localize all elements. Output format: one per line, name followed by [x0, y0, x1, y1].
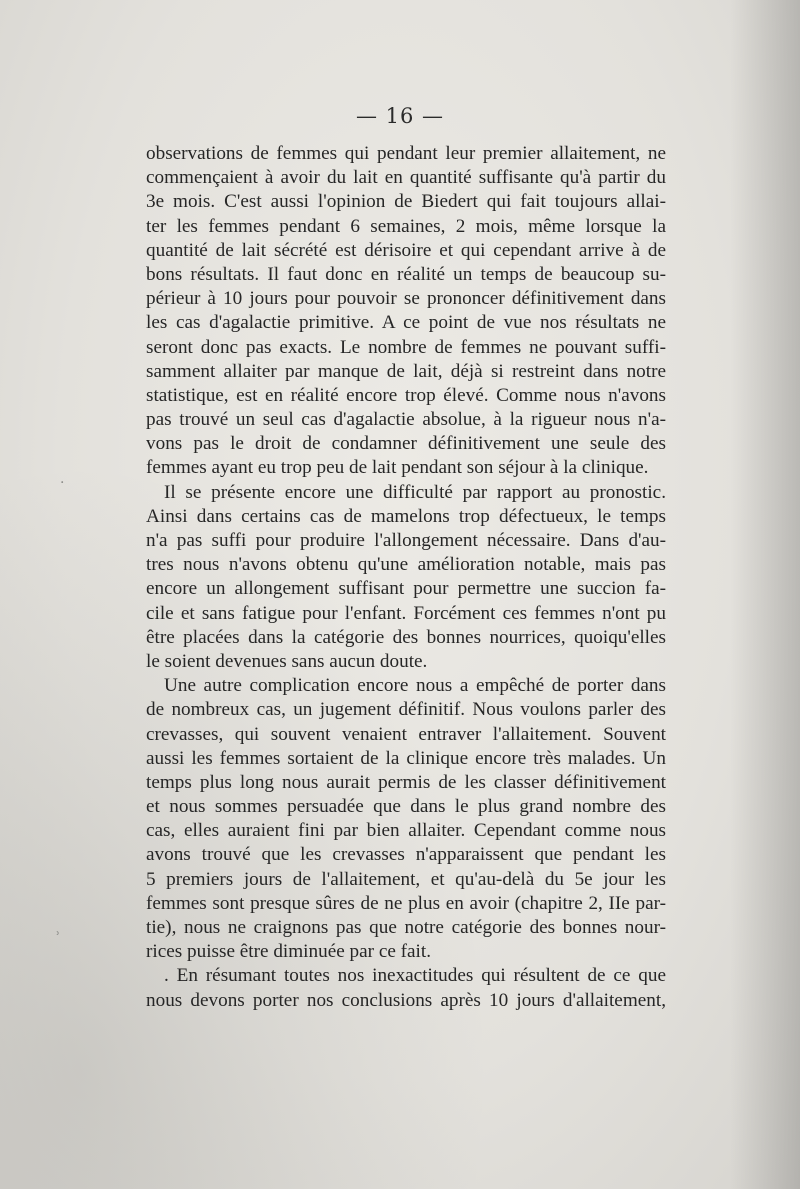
- text-line: et nous sommes persuadée que dans le plus grand nombre des: [146, 796, 666, 818]
- text-line: commençaient à avoir du lait en quantité suffisante qu'à partir du: [146, 167, 666, 189]
- text-line: cile et sans fatigue pour l'enfant. Forcément ces femmes n'ont pu: [146, 602, 666, 624]
- text-line: le soient devenues sans aucun doute.: [146, 650, 428, 672]
- margin-speck: ʾ: [56, 930, 61, 946]
- text-line: rices puisse être diminuée par ce fait.: [146, 941, 432, 963]
- text-line: cas, elles auraient fini par bien allaiter. Cependant comme nous: [146, 820, 666, 842]
- text-line: observations de femmes qui pendant leur premier allaitement, ne: [146, 143, 666, 164]
- text-line: femmes ayant eu trop peu de lait pendant son séjour à la clinique.: [146, 457, 649, 479]
- text-line: Il se présente encore une difficulté par rapport au pronostic.: [164, 481, 666, 503]
- text-line: bons résultats. Il faut donc en réalité un temps de beaucoup su-: [146, 263, 666, 285]
- text-line: 3e mois. C'est aussi l'opinion de Biedert qui fait toujours allai-: [146, 191, 666, 213]
- text-line: quantité de lait sécrété est dérisoire et qui cependant arrive à de: [146, 239, 666, 261]
- text-line: ter les femmes pendant 6 semaines, 2 mois, même lorsque la: [146, 215, 666, 237]
- text-line: vons pas le droit de condamner définitivement une seule des: [146, 433, 666, 455]
- text-line: encore un allongement suffisant pour permettre une succion fa-: [146, 578, 666, 600]
- text-line: . En résumant toutes nos inexactitudes qui résultent de ce que: [164, 965, 666, 987]
- text-line: périeur à 10 jours pour pouvoir se prononcer définitivement dans: [146, 288, 666, 310]
- text-line: tres nous n'avons obtenu qu'une amélioration notable, mais pas: [146, 554, 666, 576]
- page-number: — 16 —: [355, 104, 445, 128]
- text-line: crevasses, qui souvent venaient entraver l'allaitement. Souvent: [146, 723, 666, 745]
- text-line: Une autre complication encore nous a empêché de porter dans: [164, 675, 666, 697]
- text-line: tie), nous ne craignons pas que notre catégorie des bonnes nour-: [146, 917, 666, 938]
- text-line: être placées dans la catégorie des bonnes nourrices, quoiqu'elles: [146, 626, 666, 648]
- text-line: seront donc pas exacts. Le nombre de femmes ne pouvant suffi-: [146, 336, 666, 358]
- text-line: femmes sont presque sûres de ne plus en avoir (chapitre 2, IIe par-: [146, 892, 666, 914]
- text-line: avons trouvé que les crevasses n'apparaissent que pendant les: [146, 844, 666, 866]
- text-line: les cas d'agalactie primitive. A ce point de vue nos résultats ne: [146, 312, 666, 334]
- text-line: temps plus long nous aurait permis de les classer définitivement: [146, 771, 666, 793]
- text-line: de nombreux cas, un jugement définitif. Nous voulons parler des: [146, 699, 666, 721]
- text-line: n'a pas suffi pour produire l'allongement nécessaire. Dans d'au-: [146, 530, 666, 551]
- text-line: pas trouvé un seul cas d'agalactie absolue, à la rigueur nous n'a-: [146, 409, 666, 431]
- text-line: samment allaiter par manque de lait, déjà si restreint dans notre: [146, 360, 666, 382]
- body-text: [146, 142, 666, 1013]
- margin-speck: ·: [60, 475, 65, 491]
- text-line: statistique, est en réalité encore trop élevé. Comme nous n'avons: [146, 384, 666, 406]
- page-edge-shadow: [730, 0, 800, 1189]
- text-line: aussi les femmes sortaient de la clinique encore très malades. Un: [146, 747, 666, 769]
- text-line: Ainsi dans certains cas de mamelons trop défectueux, le temps: [146, 505, 666, 527]
- text-line: 5 premiers jours de l'allaitement, et qu'au-delà du 5e jour les: [146, 868, 666, 890]
- text-line: nous devons porter nos conclusions après 10 jours d'allaitement,: [146, 989, 666, 1011]
